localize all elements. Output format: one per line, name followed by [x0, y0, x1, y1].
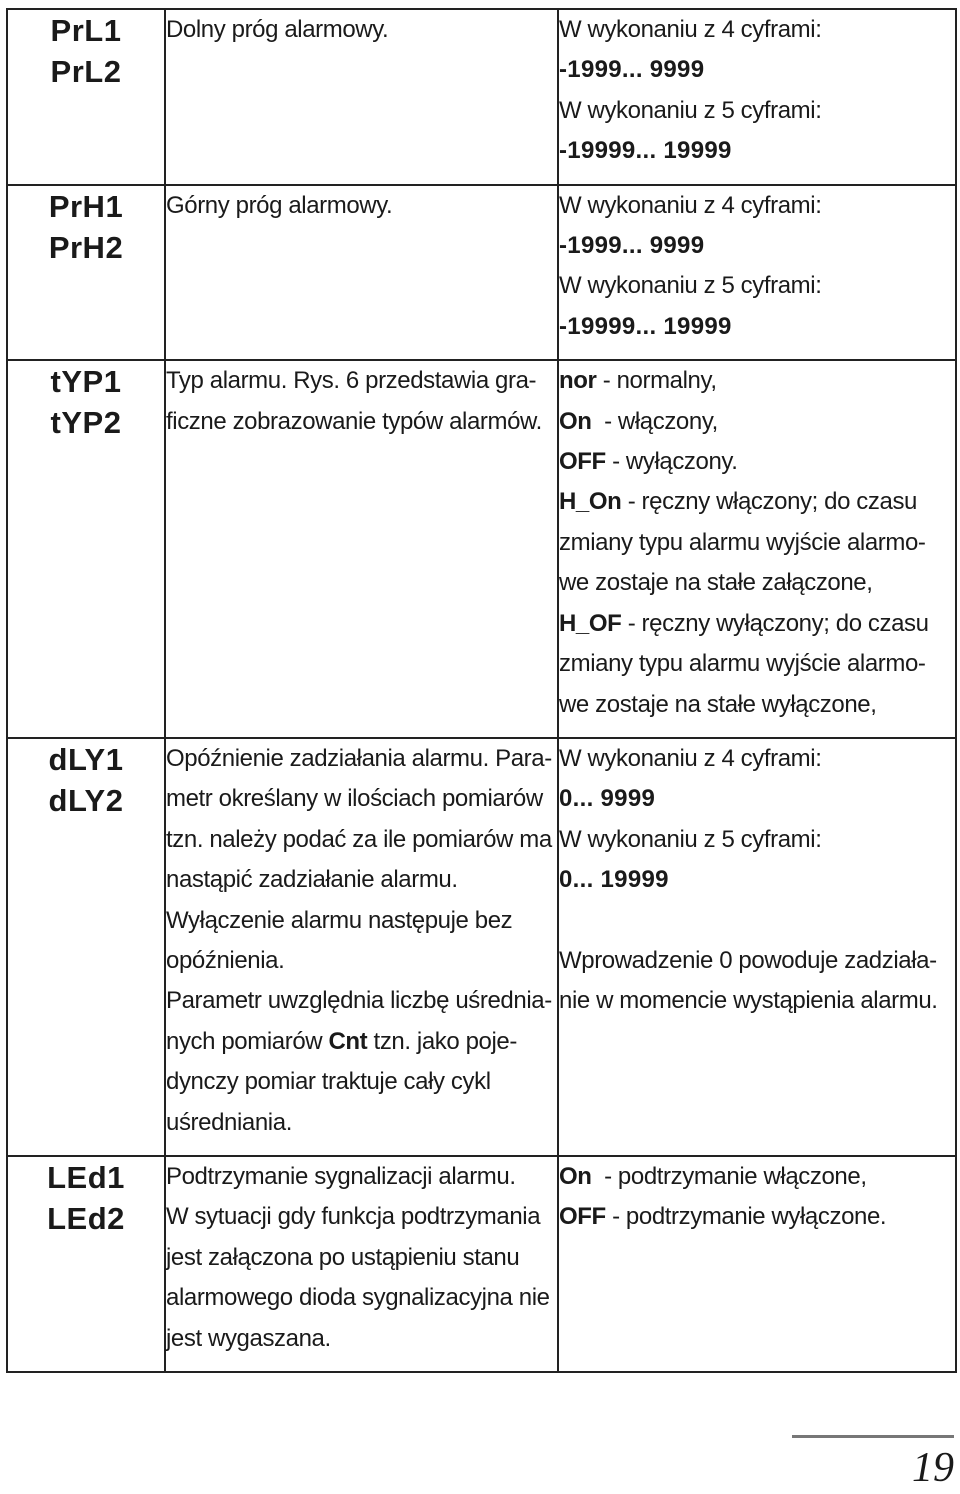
page-number: 19 [912, 1445, 954, 1491]
parameter-row [7, 1156, 956, 1372]
option-text: - ręczny wyłączony; do czasu [621, 609, 929, 637]
parameter-code-cell [7, 738, 165, 1156]
value-option [559, 1157, 955, 1197]
description-line: opóźnienia. [166, 946, 285, 974]
parameter-code: PrH1 [48, 188, 124, 224]
option-code: H_On [559, 488, 622, 516]
parameter-description-cell [165, 9, 558, 185]
description-line: Dolny próg alarmowy. [166, 16, 389, 43]
parameter-code: PrL2 [50, 54, 122, 89]
value-range: -1999... 9999 [559, 232, 705, 260]
value-line: W wykonaniu z 5 cyframi: [559, 825, 822, 853]
value-option [559, 402, 955, 442]
description-line: Typ alarmu. Rys. 6 przedstawia gra- [166, 367, 537, 395]
value-range: -19999... 19999 [559, 312, 732, 340]
parameter-row [7, 738, 956, 1156]
option-text: - podtrzymanie włączone, [597, 1162, 867, 1190]
value-line: W wykonaniu z 4 cyframi: [559, 16, 822, 43]
value-line: zmiany typu alarmu wyjście alarmo- [559, 650, 926, 678]
value-line: zmiany typu alarmu wyjście alarmo- [559, 528, 926, 556]
parameter-code-cell [7, 1156, 165, 1372]
value-range: -1999... 9999 [559, 56, 705, 84]
parameter-description-cell [165, 185, 558, 361]
parameter-values-cell [558, 185, 956, 361]
parameter-description-cell [165, 360, 558, 738]
parameter-values-cell [558, 738, 956, 1156]
description-text: tzn. jako poje- [367, 1027, 517, 1055]
description-line: tzn. należy podać za ile pomiarów ma [166, 825, 552, 853]
parameter-code: LEd2 [47, 1200, 125, 1236]
value-line: we zostaje na stałe wyłączone, [559, 690, 877, 718]
parameter-code: tYP2 [50, 405, 122, 441]
value-line: W wykonaniu z 5 cyframi: [559, 272, 822, 300]
inline-code: Cnt [328, 1027, 368, 1055]
parameter-values-cell [558, 1156, 956, 1372]
value-option [559, 361, 955, 401]
value-option [559, 1197, 955, 1237]
parameter-row [7, 185, 956, 361]
spacer [559, 901, 955, 941]
value-option [559, 604, 955, 644]
description-line [166, 1022, 557, 1062]
parameter-description-cell [165, 1156, 558, 1372]
description-line: ficzne zobrazowanie typów alarmów. [166, 407, 542, 435]
option-code: OFF [559, 448, 606, 476]
description-text: nych pomiarów [166, 1027, 329, 1055]
value-line: W wykonaniu z 4 cyframi: [559, 744, 822, 772]
parameter-values-cell [558, 360, 956, 738]
description-line: W sytuacji gdy funkcja podtrzymania [166, 1203, 541, 1231]
option-code: OFF [559, 1203, 606, 1231]
footer-rule [792, 1435, 954, 1438]
value-line: Wprowadzenie 0 powoduje zadziała- [559, 946, 937, 974]
value-option [559, 482, 955, 522]
parameter-code: dLY2 [48, 782, 124, 818]
value-line: W wykonaniu z 4 cyframi: [559, 191, 822, 219]
description-line: Wyłączenie alarmu następuje bez [166, 906, 513, 934]
description-line: dynczy pomiar traktuje cały cykl [166, 1068, 491, 1096]
value-range: 0... 9999 [559, 785, 656, 813]
value-line: nie w momencie wystąpienia alarmu. [559, 986, 938, 1014]
option-text: - wyłączony. [605, 448, 738, 476]
description-line: metr określany w ilościach pomiarów [166, 785, 543, 813]
description-line: jest wygaszana. [166, 1324, 331, 1352]
parameter-values-cell [558, 9, 956, 185]
option-code: On [559, 407, 598, 435]
value-option [559, 442, 955, 482]
parameter-description-cell [165, 738, 558, 1156]
parameter-code: tYP1 [50, 364, 122, 400]
parameter-code: LEd1 [47, 1159, 125, 1195]
option-text: - normalny, [596, 367, 717, 395]
description-line: jest załączona po ustąpieniu stanu [166, 1243, 520, 1271]
value-line: we zostaje na stałe załączone, [559, 569, 873, 597]
option-code: nor [559, 367, 597, 395]
parameter-row [7, 9, 956, 185]
description-line: Górny próg alarmowy. [166, 191, 393, 219]
option-text: - włączony, [597, 407, 718, 435]
parameter-table [6, 8, 957, 1373]
parameter-code-cell [7, 9, 165, 185]
option-text: - podtrzymanie wyłączone. [605, 1203, 887, 1231]
description-line: Opóźnienie zadziałania alarmu. Para- [166, 744, 552, 772]
description-line: nastąpić zadziałanie alarmu. [166, 866, 458, 894]
option-code: On [559, 1162, 598, 1190]
value-range: -19999... 19999 [559, 137, 732, 165]
parameter-code-cell [7, 360, 165, 738]
parameter-code: PrH2 [48, 229, 124, 265]
description-line: uśredniania. [166, 1108, 292, 1136]
parameter-code-cell [7, 185, 165, 361]
value-range: 0... 19999 [559, 866, 669, 894]
parameter-code: PrL1 [50, 13, 122, 48]
description-line: Podtrzymanie sygnalizacji alarmu. [166, 1162, 516, 1190]
description-line: Parametr uwzględnia liczbę uśrednia- [166, 987, 552, 1015]
parameter-row [7, 360, 956, 738]
value-line: W wykonaniu z 5 cyframi: [559, 96, 822, 124]
parameter-code: dLY1 [48, 741, 124, 777]
description-line: alarmowego dioda sygnalizacyjna nie [166, 1284, 550, 1312]
option-code: H_OF [559, 609, 622, 637]
option-text: - ręczny włączony; do czasu [621, 488, 918, 516]
